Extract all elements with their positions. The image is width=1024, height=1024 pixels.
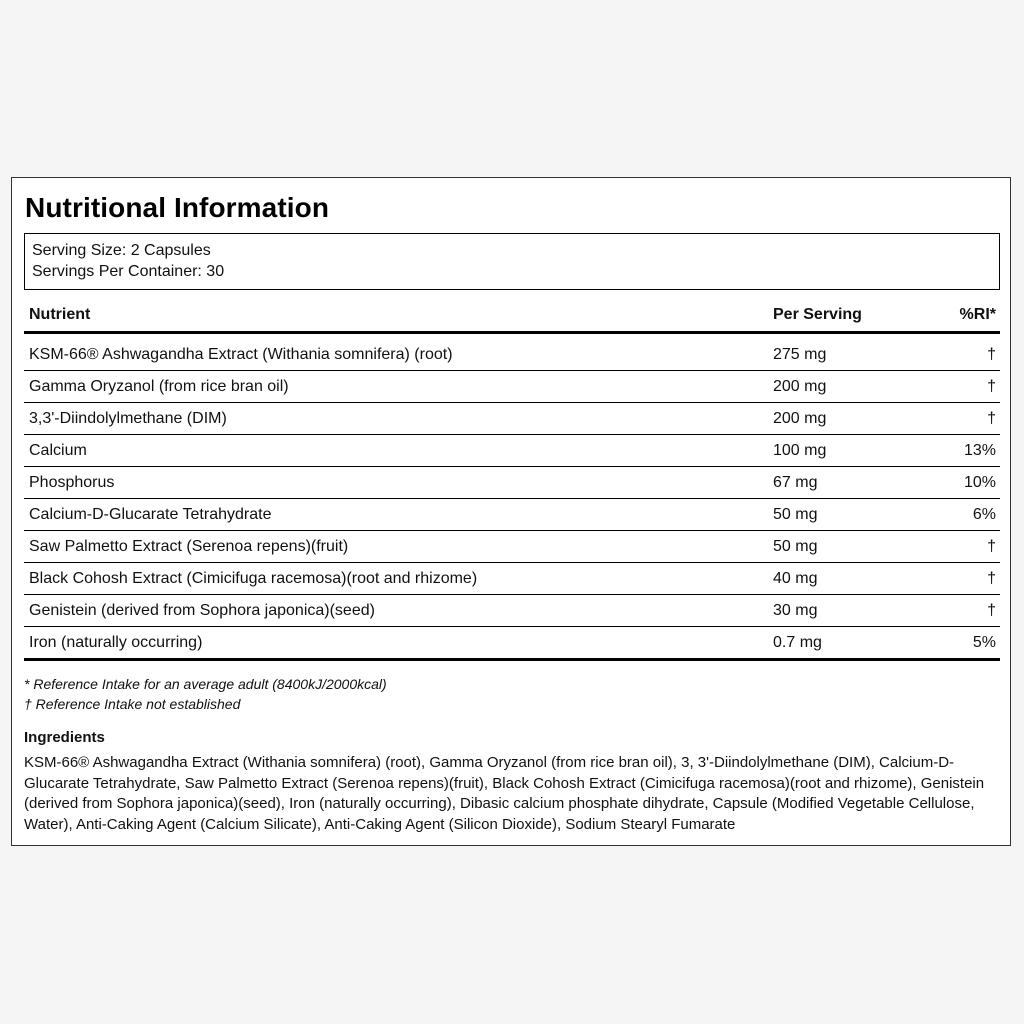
per-serving-value: 100 mg	[773, 442, 827, 459]
ri-value: †	[987, 410, 996, 427]
nutrient-name: Genistein (derived from Sophora japonica)(seed)	[29, 602, 375, 619]
nutrient-name: Calcium-D-Glucarate Tetrahydrate	[29, 506, 272, 523]
table-row	[24, 563, 1000, 595]
header-nutrient: Nutrient	[29, 306, 91, 323]
nutrient-name: KSM-66® Ashwagandha Extract (Withania somnifera) (root)	[29, 346, 453, 363]
serving-size: Serving Size: 2 Capsules	[32, 242, 211, 259]
per-serving-value: 30 mg	[773, 602, 818, 619]
table-row	[24, 403, 1000, 435]
ri-value: †	[987, 538, 996, 555]
table-header-row	[24, 299, 1000, 334]
nutrient-name: Gamma Oryzanol (from rice bran oil)	[29, 378, 289, 395]
ri-value: 6%	[972, 506, 996, 523]
table-row	[24, 531, 1000, 563]
table-row	[24, 339, 1000, 371]
ingredients-list: KSM-66® Ashwagandha Extract (Withania somnifera) (root), Gamma Oryzanol (from rice bran oil), 3, 3'-Diindolylmethane (DIM), Calcium-D-Glucarate Tetrahydrate, Saw Palmetto Extract (Serenoa repens)(fruit), Black Cohosh Extract (Cimicifuga racemosa)(root and rhizome), Genistein (derived from Sophora japonica)(seed), Iron (naturally occurring), Dibasic calcium phosphate dihydrate, Capsule (Modified Vegetable Cellulose, Water), Anti-Caking Agent (Calcium Silicate), Anti-Caking Agent (Silicon Dioxide), Sodium Stearyl Fumarate	[24, 754, 985, 833]
per-serving-value: 275 mg	[773, 346, 827, 363]
ri-value: †	[987, 602, 996, 619]
ri-value: †	[987, 378, 996, 395]
servings-per-container: Servings Per Container: 30	[32, 263, 225, 280]
per-serving-value: 40 mg	[773, 570, 818, 587]
table-body	[24, 339, 1000, 661]
ri-value: †	[987, 346, 996, 363]
nutrient-name: Black Cohosh Extract (Cimicifuga racemosa)(root and rhizome)	[29, 570, 478, 587]
nutrient-name: Calcium	[29, 442, 87, 459]
serving-info-box	[24, 233, 1000, 290]
nutrient-name: Saw Palmetto Extract (Serenoa repens)(fruit)	[29, 538, 349, 555]
ri-value: †	[987, 570, 996, 587]
ingredients-heading: Ingredients	[24, 729, 105, 746]
header-per-serving: Per Serving	[773, 306, 862, 323]
ri-value: 5%	[972, 634, 996, 651]
per-serving-value: 200 mg	[773, 410, 827, 427]
table-row	[24, 371, 1000, 403]
page-title: Nutritional Information	[25, 192, 330, 223]
per-serving-value: 200 mg	[773, 378, 827, 395]
table-row	[24, 595, 1000, 627]
table-row	[24, 435, 1000, 467]
nutrient-name: Iron (naturally occurring)	[29, 634, 203, 651]
table-row	[24, 467, 1000, 499]
nutrition-table	[24, 299, 1000, 661]
table-row	[24, 627, 1000, 661]
footnote-not-established: † Reference Intake not established	[24, 696, 241, 712]
nutrient-name: Phosphorus	[29, 474, 115, 491]
ri-value: 10%	[963, 474, 996, 491]
nutrition-panel	[11, 177, 1011, 846]
footnotes	[24, 674, 387, 714]
table-row	[24, 499, 1000, 531]
per-serving-value: 67 mg	[773, 474, 818, 491]
per-serving-value: 50 mg	[773, 506, 818, 523]
nutrient-name: 3,3'-Diindolylmethane (DIM)	[29, 410, 227, 427]
per-serving-value: 0.7 mg	[773, 634, 822, 651]
ri-value: 13%	[963, 442, 996, 459]
header-ri: %RI*	[959, 306, 996, 323]
footnote-reference-intake: * Reference Intake for an average adult (8400kJ/2000kcal)	[24, 676, 387, 692]
per-serving-value: 50 mg	[773, 538, 818, 555]
